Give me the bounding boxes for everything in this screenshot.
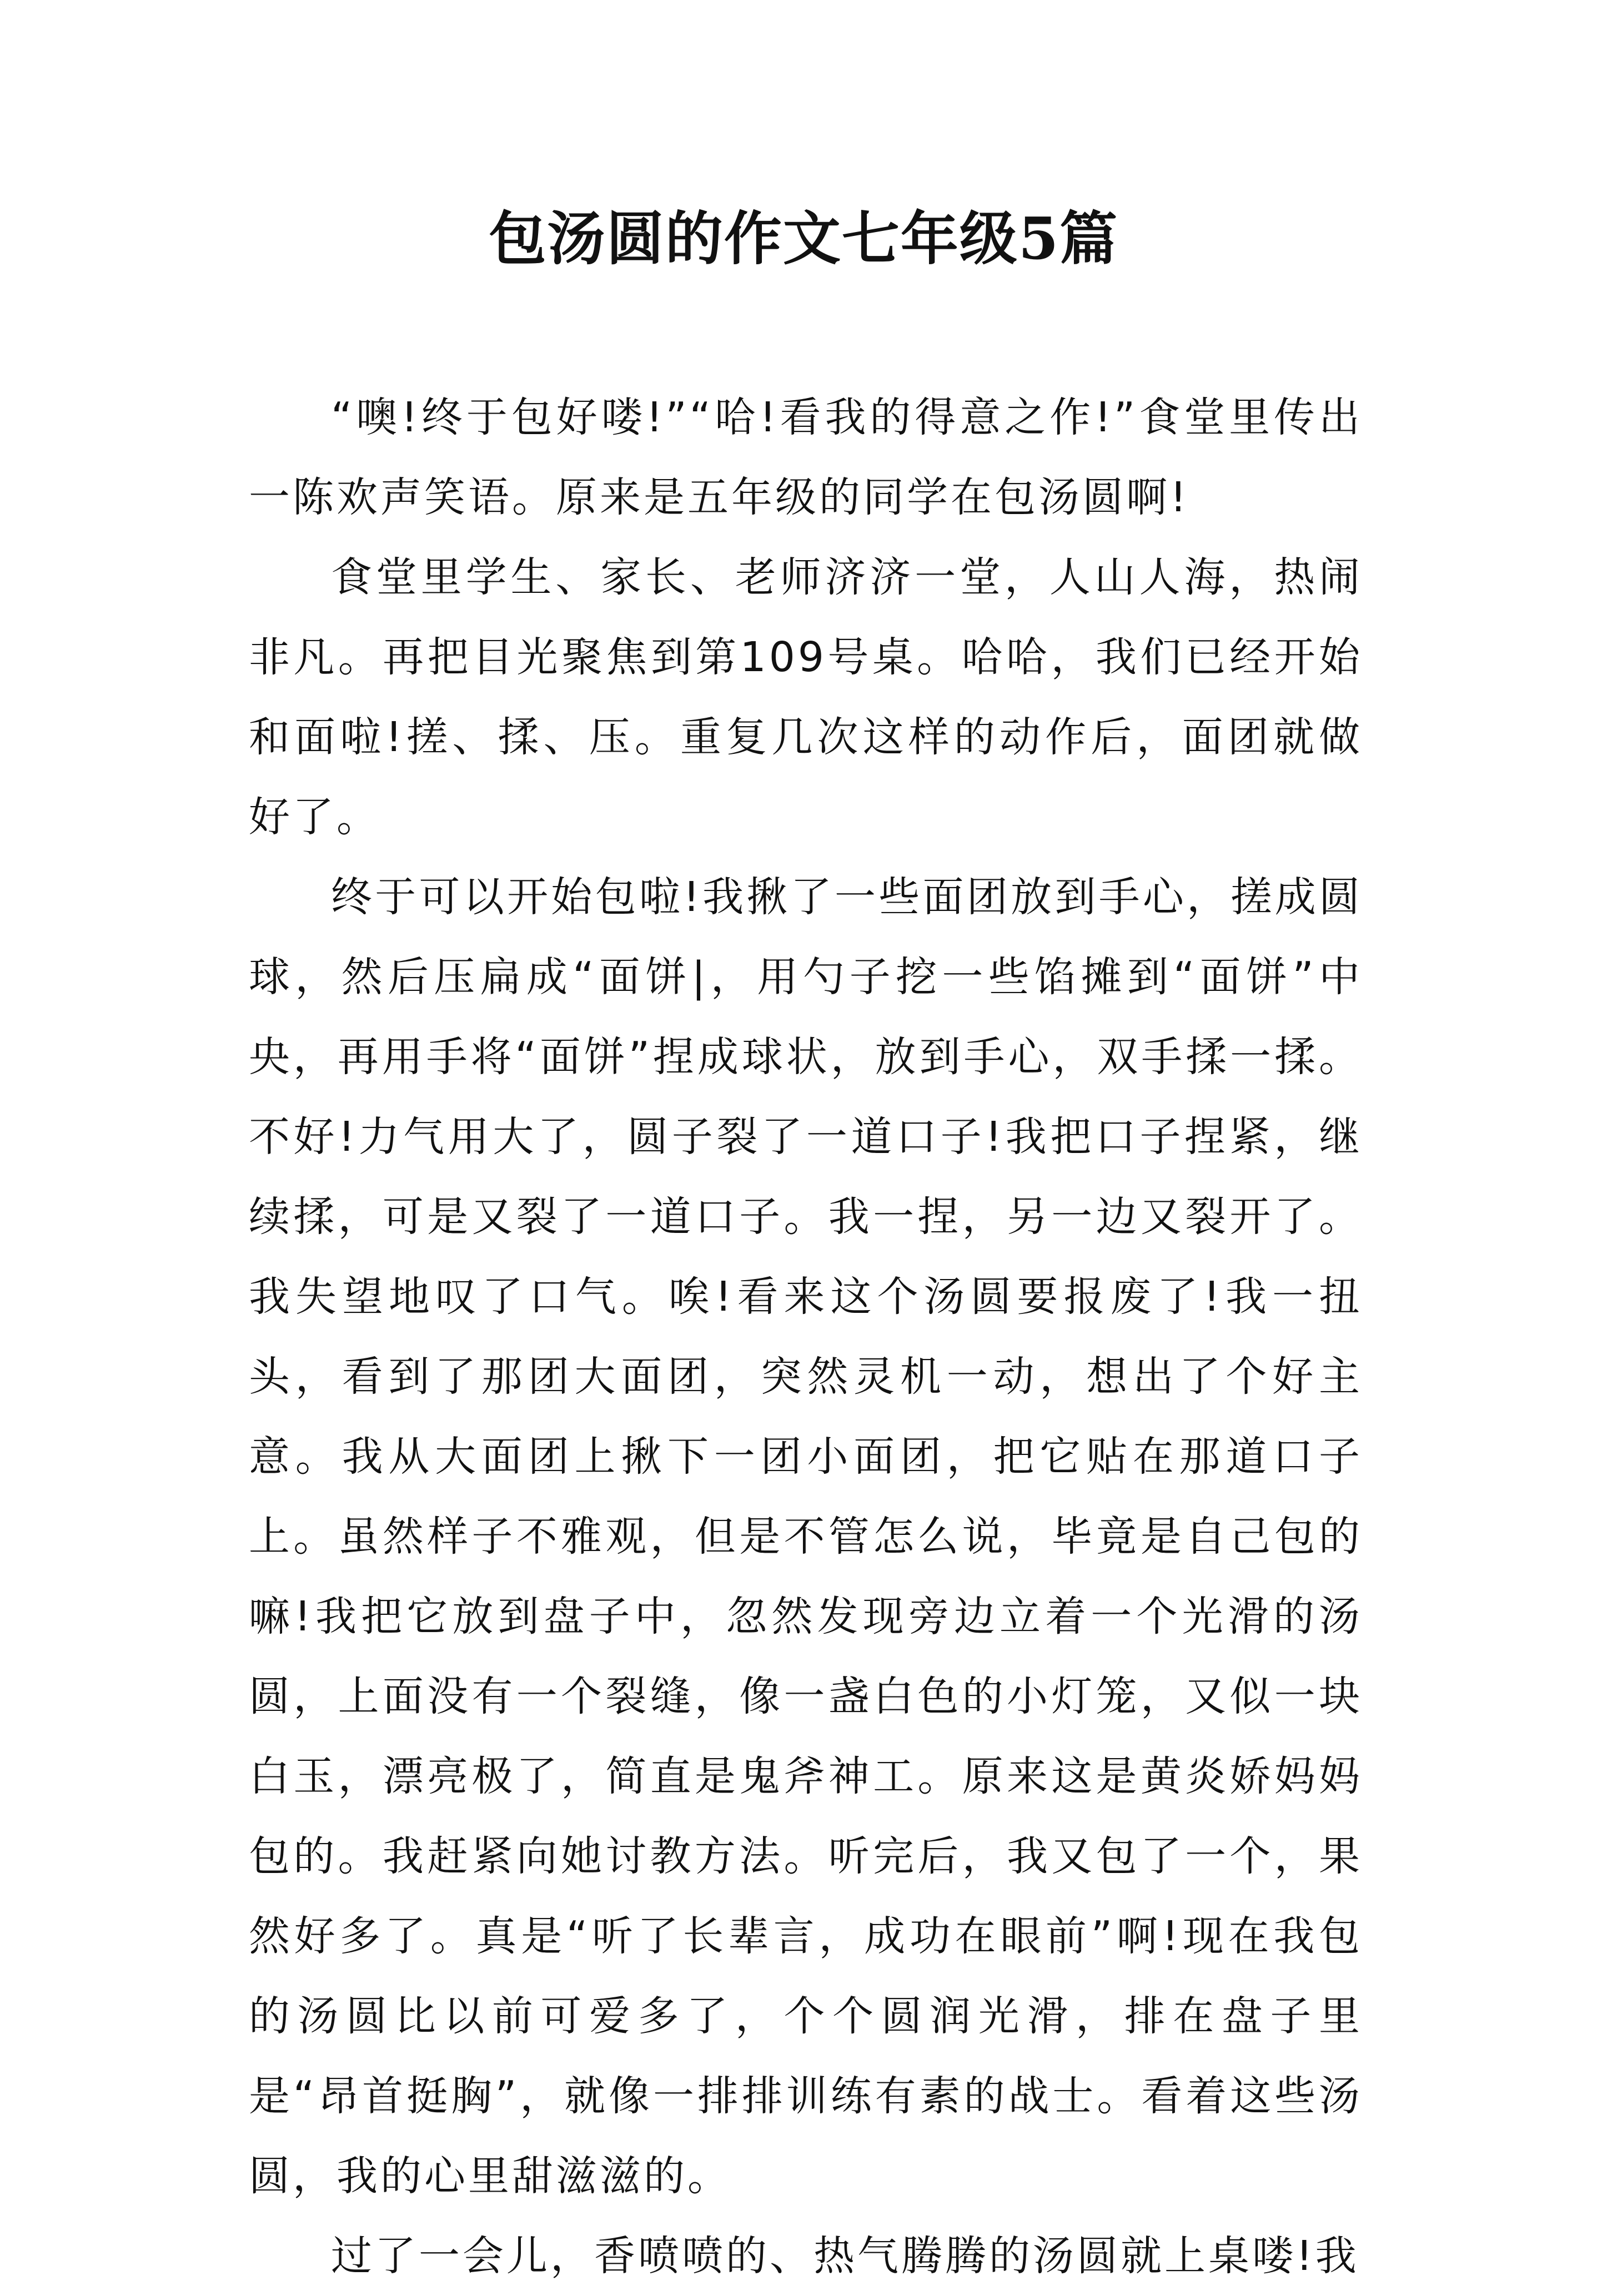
paragraph-4: 过了一会儿，香喷喷的、热气腾腾的汤圆就上桌喽!我 [331,2232,1359,2280]
paragraph-1: “噢!终于包好喽!”“哈!看我的得意之作!”食堂里传出一陈欢声笑语。原来是五年级的同学在包汤圆啊! [249,394,1363,521]
paragraph-2: 食堂里学生、家长、老师济济一堂，人山人海，热闹非凡。再把目光聚焦到第109号桌。哈哈，我们已经开始和面啦!搓、揉、压。重复几次这样的动作后，面团就做好了。 [249,553,1363,841]
document-title: 包汤圆的作文七年级5篇 [488,204,1119,273]
document-body [249,377,1363,2296]
paragraph-3: 终于可以开始包啦!我揪了一些面团放到手心，搓成圆球，然后压扁成“面饼|，用勺子挖一些馅摊到“面饼”中央，再用手将“面饼”捏成球状，放到手心，双手揉一揉。不好!力气用大了，圆子裂了一道口子!我把口子捏紧，继续揉，可是又裂了一道口子。我一捏，另一边又裂开了。我失望地叹了口气。唉!看来这个汤圆要报废了!我一扭头，看到了那团大面团，突然灵机一动，想出了个好主意。我从大面团上揪下一团小面团，把它贴在那道口子上。虽然样子不雅观，但是不管怎么说，毕竟是自己包的嘛!我把它放到盘子中，忽然发现旁边立着一个光滑的汤圆，上面没有一个裂缝，像一盏白色的小灯笼，又似一块白玉，漂亮极了，简直是鬼斧神工。原来这是黄炎娇妈妈包的。我赶紧向她讨教方法。听完后，我又包了一个，果然好多了。真是“听了长辈言，成功在眼前”啊!现在我包的汤圆比以前可爱多了，个个圆润光滑，排在盘子里是“昂首挺胸”，就像一排排训练有素的战士。看着这些汤圆，我的心里甜滋滋的。 [249,873,1363,2200]
